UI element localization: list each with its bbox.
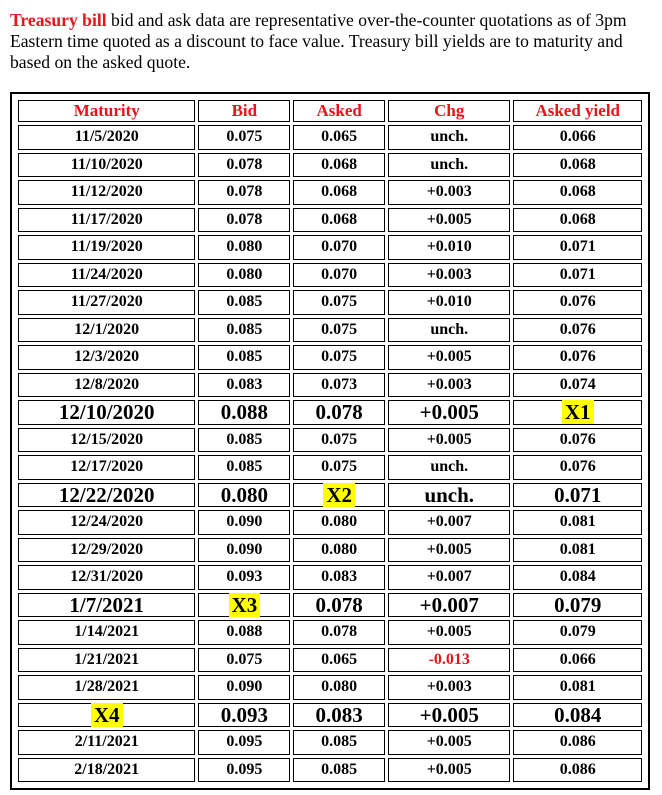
cell-chg <box>388 538 510 563</box>
cell-value: 2/11/2021 <box>74 733 139 751</box>
cell-value: 0.084 <box>559 568 596 586</box>
cell-value: 0.068 <box>559 210 596 228</box>
cell-value: 0.078 <box>315 400 363 425</box>
cell-value: +0.005 <box>426 540 472 558</box>
cell-chg <box>388 758 510 783</box>
cell-value: 0.076 <box>559 348 596 366</box>
cell-value: +0.005 <box>426 733 472 751</box>
table-row <box>18 208 642 233</box>
cell-value: 0.071 <box>559 238 596 256</box>
cell-maturity <box>18 455 195 480</box>
cell-asked <box>293 180 385 205</box>
cell-bid <box>198 675 290 700</box>
cell-maturity <box>18 153 195 178</box>
cell-value: +0.007 <box>426 568 472 586</box>
cell-value: 0.081 <box>559 513 596 531</box>
cell-chg <box>388 235 510 260</box>
cell-value: 0.068 <box>321 183 358 201</box>
cell-value: +0.007 <box>426 513 472 531</box>
cell-value: 0.076 <box>559 430 596 448</box>
cell-bid <box>198 345 290 370</box>
table-row <box>18 648 642 673</box>
cell-value: 0.076 <box>559 293 596 311</box>
table-row <box>18 400 642 425</box>
cell-value: 0.086 <box>559 760 596 778</box>
cell-asked <box>293 345 385 370</box>
cell-maturity <box>18 208 195 233</box>
table-row <box>18 675 642 700</box>
cell-value: 12/17/2020 <box>70 458 144 476</box>
cell-asked-yield <box>513 318 642 343</box>
table-row <box>18 730 642 755</box>
cell-value: 0.078 <box>226 210 263 228</box>
cell-value: 12/3/2020 <box>74 348 140 366</box>
cell-value: 11/10/2020 <box>70 155 143 173</box>
cell-value: 0.085 <box>321 733 358 751</box>
table-row <box>18 758 642 783</box>
cell-value: 0.075 <box>321 458 358 476</box>
cell-value: 0.071 <box>554 482 602 507</box>
cell-value: 11/19/2020 <box>70 238 143 256</box>
cell-maturity <box>18 730 195 755</box>
unknown-value-highlight: X1 <box>562 400 594 424</box>
cell-value: 0.083 <box>321 568 358 586</box>
cell-bid <box>198 565 290 590</box>
cell-maturity <box>18 510 195 535</box>
cell-value: +0.005 <box>426 348 472 366</box>
cell-asked-yield <box>513 510 642 535</box>
cell-bid <box>198 400 290 425</box>
cell-chg <box>388 455 510 480</box>
cell-asked-yield <box>513 400 642 425</box>
cell-value: unch. <box>424 482 475 507</box>
cell-bid <box>198 703 290 728</box>
table-row <box>18 428 642 453</box>
unknown-value-highlight: X4 <box>91 703 123 727</box>
unknown-value-highlight: X3 <box>229 593 261 617</box>
cell-value: 0.095 <box>226 733 263 751</box>
cell-maturity <box>18 675 195 700</box>
cell-bid <box>198 510 290 535</box>
cell-asked <box>293 400 385 425</box>
cell-maturity <box>18 565 195 590</box>
cell-bid <box>198 235 290 260</box>
cell-asked-yield <box>513 703 642 728</box>
cell-asked <box>293 675 385 700</box>
cell-maturity <box>18 263 195 288</box>
cell-chg <box>388 263 510 288</box>
intro-lead: Treasury bill <box>10 10 107 30</box>
cell-chg <box>388 180 510 205</box>
cell-asked <box>293 538 385 563</box>
table-row <box>18 235 642 260</box>
cell-asked-yield <box>513 593 642 618</box>
cell-value: +0.005 <box>426 623 472 641</box>
cell-value: 0.090 <box>226 678 263 696</box>
cell-value: 0.075 <box>321 430 358 448</box>
cell-value: 0.066 <box>559 650 596 668</box>
cell-value: 0.083 <box>226 375 263 393</box>
cell-maturity <box>18 483 195 508</box>
cell-value: 0.068 <box>321 210 358 228</box>
cell-value: 0.070 <box>321 265 358 283</box>
cell-value: 11/27/2020 <box>70 293 143 311</box>
cell-asked-yield <box>513 648 642 673</box>
cell-value: 0.075 <box>321 293 358 311</box>
table-row <box>18 620 642 645</box>
cell-value: 0.068 <box>559 183 596 201</box>
cell-bid <box>198 428 290 453</box>
table-row <box>18 455 642 480</box>
cell-asked <box>293 290 385 315</box>
cell-asked-yield <box>513 235 642 260</box>
intro-paragraph <box>10 10 650 73</box>
cell-value: 0.073 <box>321 375 358 393</box>
cell-chg <box>388 208 510 233</box>
cell-chg <box>388 648 510 673</box>
cell-maturity <box>18 758 195 783</box>
header-bid: Bid <box>198 100 290 122</box>
cell-asked <box>293 153 385 178</box>
cell-value: 1/21/2021 <box>74 650 140 668</box>
cell-bid <box>198 263 290 288</box>
cell-value: 0.068 <box>321 155 358 173</box>
cell-value: 0.085 <box>226 320 263 338</box>
cell-value: 0.080 <box>321 540 358 558</box>
table-row <box>18 703 642 728</box>
cell-value: 0.080 <box>226 238 263 256</box>
cell-bid <box>198 125 290 150</box>
table-row <box>18 125 642 150</box>
cell-maturity <box>18 538 195 563</box>
cell-value: 0.090 <box>226 540 263 558</box>
cell-maturity <box>18 180 195 205</box>
cell-value: 0.066 <box>559 128 596 146</box>
cell-chg <box>388 620 510 645</box>
cell-asked <box>293 620 385 645</box>
cell-bid <box>198 455 290 480</box>
cell-value: 12/24/2020 <box>70 513 144 531</box>
cell-value: 0.075 <box>321 320 358 338</box>
cell-value: 12/22/2020 <box>58 482 155 507</box>
cell-asked <box>293 373 385 398</box>
header-asked-yield: Asked yield <box>513 100 642 122</box>
cell-value: 0.095 <box>226 760 263 778</box>
table-row <box>18 483 642 508</box>
cell-value: 0.085 <box>226 430 263 448</box>
cell-value: 0.090 <box>226 513 263 531</box>
cell-bid <box>198 290 290 315</box>
cell-value: +0.003 <box>426 265 472 283</box>
cell-asked <box>293 125 385 150</box>
cell-value: 1/14/2021 <box>74 623 140 641</box>
cell-chg <box>388 345 510 370</box>
table-row <box>18 318 642 343</box>
cell-chg <box>388 675 510 700</box>
table-row <box>18 593 642 618</box>
cell-asked-yield <box>513 153 642 178</box>
cell-asked-yield <box>513 758 642 783</box>
header-maturity: Maturity <box>18 100 195 122</box>
cell-value: 0.078 <box>321 623 358 641</box>
header-asked: Asked <box>293 100 385 122</box>
cell-bid <box>198 483 290 508</box>
cell-chg <box>388 483 510 508</box>
cell-value: +0.003 <box>426 183 472 201</box>
intro-text: bid and ask data are representative over-the-counter quotations as of 3pm Eastern time quoted as a discount to face value. Treasury bill yields are to maturity and based on the asked quote. <box>10 10 627 72</box>
cell-value: 0.085 <box>226 348 263 366</box>
cell-value: 12/8/2020 <box>74 375 140 393</box>
cell-asked-yield <box>513 125 642 150</box>
cell-value: +0.005 <box>426 210 472 228</box>
cell-asked <box>293 318 385 343</box>
cell-asked <box>293 648 385 673</box>
cell-maturity <box>18 318 195 343</box>
cell-value: 0.081 <box>559 540 596 558</box>
cell-chg <box>388 428 510 453</box>
cell-maturity <box>18 290 195 315</box>
cell-value: +0.005 <box>426 760 472 778</box>
cell-asked-yield <box>513 345 642 370</box>
cell-asked-yield <box>513 455 642 480</box>
cell-value: 0.093 <box>220 702 268 727</box>
cell-value: 0.070 <box>321 238 358 256</box>
cell-maturity <box>18 648 195 673</box>
cell-asked <box>293 483 385 508</box>
cell-value: +0.003 <box>426 678 472 696</box>
cell-chg <box>388 373 510 398</box>
cell-value: +0.003 <box>426 375 472 393</box>
cell-value: 0.065 <box>321 128 358 146</box>
cell-chg <box>388 593 510 618</box>
cell-value: 0.088 <box>226 623 263 641</box>
cell-maturity <box>18 125 195 150</box>
cell-value: 12/15/2020 <box>70 430 144 448</box>
cell-chg <box>388 125 510 150</box>
cell-bid <box>198 730 290 755</box>
cell-value: +0.005 <box>419 702 479 727</box>
cell-asked-yield <box>513 538 642 563</box>
treasury-bill-table <box>15 97 645 785</box>
cell-value: 0.074 <box>559 375 596 393</box>
cell-value: 0.075 <box>226 650 263 668</box>
cell-value: 0.075 <box>321 348 358 366</box>
cell-value: unch. <box>430 128 469 146</box>
table-row <box>18 345 642 370</box>
header-chg: Chg <box>388 100 510 122</box>
cell-value: 0.084 <box>554 702 602 727</box>
cell-chg <box>388 510 510 535</box>
cell-value: 0.078 <box>226 183 263 201</box>
cell-value: 11/17/2020 <box>70 210 143 228</box>
table-row <box>18 373 642 398</box>
cell-asked-yield <box>513 208 642 233</box>
cell-bid <box>198 648 290 673</box>
cell-value: 0.081 <box>559 678 596 696</box>
cell-value: 0.079 <box>559 623 596 641</box>
cell-maturity <box>18 400 195 425</box>
cell-value: 0.078 <box>226 155 263 173</box>
cell-value: 0.075 <box>226 128 263 146</box>
cell-maturity <box>18 620 195 645</box>
cell-maturity <box>18 593 195 618</box>
cell-asked-yield <box>513 675 642 700</box>
cell-asked <box>293 455 385 480</box>
cell-value: 1/7/2021 <box>69 592 145 617</box>
cell-value: unch. <box>430 458 469 476</box>
table-row <box>18 263 642 288</box>
cell-value: -0.013 <box>428 650 470 668</box>
cell-value: 0.080 <box>321 513 358 531</box>
cell-bid <box>198 620 290 645</box>
cell-value: 11/12/2020 <box>70 183 143 201</box>
table-row <box>18 180 642 205</box>
table-row <box>18 290 642 315</box>
cell-asked <box>293 730 385 755</box>
cell-chg <box>388 153 510 178</box>
cell-value: unch. <box>430 155 469 173</box>
cell-maturity <box>18 345 195 370</box>
cell-asked-yield <box>513 565 642 590</box>
cell-value: 0.076 <box>559 458 596 476</box>
cell-bid <box>198 593 290 618</box>
cell-value: 0.080 <box>226 265 263 283</box>
cell-asked <box>293 510 385 535</box>
cell-asked-yield <box>513 428 642 453</box>
cell-asked <box>293 565 385 590</box>
cell-asked <box>293 758 385 783</box>
cell-asked <box>293 235 385 260</box>
cell-value: 0.076 <box>559 320 596 338</box>
cell-bid <box>198 208 290 233</box>
cell-value: 12/10/2020 <box>58 400 155 425</box>
cell-value: 0.085 <box>321 760 358 778</box>
cell-chg <box>388 400 510 425</box>
cell-asked-yield <box>513 290 642 315</box>
cell-value: 11/24/2020 <box>70 265 143 283</box>
cell-bid <box>198 758 290 783</box>
cell-value: 0.085 <box>226 293 263 311</box>
header-row <box>18 100 642 122</box>
cell-value: 0.093 <box>226 568 263 586</box>
unknown-value-highlight: X2 <box>323 483 355 507</box>
cell-value: +0.005 <box>426 430 472 448</box>
cell-value: 2/18/2021 <box>74 760 140 778</box>
cell-asked-yield <box>513 263 642 288</box>
cell-value: 0.078 <box>315 592 363 617</box>
cell-chg <box>388 290 510 315</box>
cell-asked-yield <box>513 180 642 205</box>
cell-value: 12/31/2020 <box>70 568 144 586</box>
cell-asked <box>293 703 385 728</box>
cell-value: +0.010 <box>426 238 472 256</box>
cell-bid <box>198 318 290 343</box>
cell-maturity <box>18 373 195 398</box>
cell-chg <box>388 565 510 590</box>
table-row <box>18 565 642 590</box>
cell-maturity <box>18 235 195 260</box>
cell-asked-yield <box>513 620 642 645</box>
cell-value: 11/5/2020 <box>74 128 139 146</box>
cell-value: unch. <box>430 320 469 338</box>
cell-value: 0.065 <box>321 650 358 668</box>
cell-maturity <box>18 428 195 453</box>
cell-chg <box>388 703 510 728</box>
cell-value: 0.068 <box>559 155 596 173</box>
cell-bid <box>198 373 290 398</box>
cell-value: 0.085 <box>226 458 263 476</box>
cell-value: 1/28/2021 <box>74 678 140 696</box>
treasury-table-frame <box>10 92 650 790</box>
cell-value: +0.010 <box>426 293 472 311</box>
cell-value: +0.007 <box>419 592 479 617</box>
cell-asked <box>293 263 385 288</box>
cell-bid <box>198 538 290 563</box>
cell-bid <box>198 153 290 178</box>
cell-asked-yield <box>513 483 642 508</box>
cell-value: 0.079 <box>554 592 602 617</box>
table-row <box>18 510 642 535</box>
cell-chg <box>388 318 510 343</box>
cell-asked <box>293 428 385 453</box>
cell-maturity <box>18 703 195 728</box>
table-row <box>18 153 642 178</box>
cell-value: 0.080 <box>220 482 268 507</box>
table-row <box>18 538 642 563</box>
cell-value: 0.083 <box>315 702 363 727</box>
cell-value: +0.005 <box>419 400 479 425</box>
cell-value: 0.071 <box>559 265 596 283</box>
cell-value: 0.080 <box>321 678 358 696</box>
cell-asked <box>293 593 385 618</box>
cell-value: 12/29/2020 <box>70 540 144 558</box>
cell-chg <box>388 730 510 755</box>
cell-asked <box>293 208 385 233</box>
cell-value: 0.088 <box>220 400 268 425</box>
cell-bid <box>198 180 290 205</box>
cell-value: 12/1/2020 <box>74 320 140 338</box>
cell-asked-yield <box>513 373 642 398</box>
cell-value: 0.086 <box>559 733 596 751</box>
cell-asked-yield <box>513 730 642 755</box>
